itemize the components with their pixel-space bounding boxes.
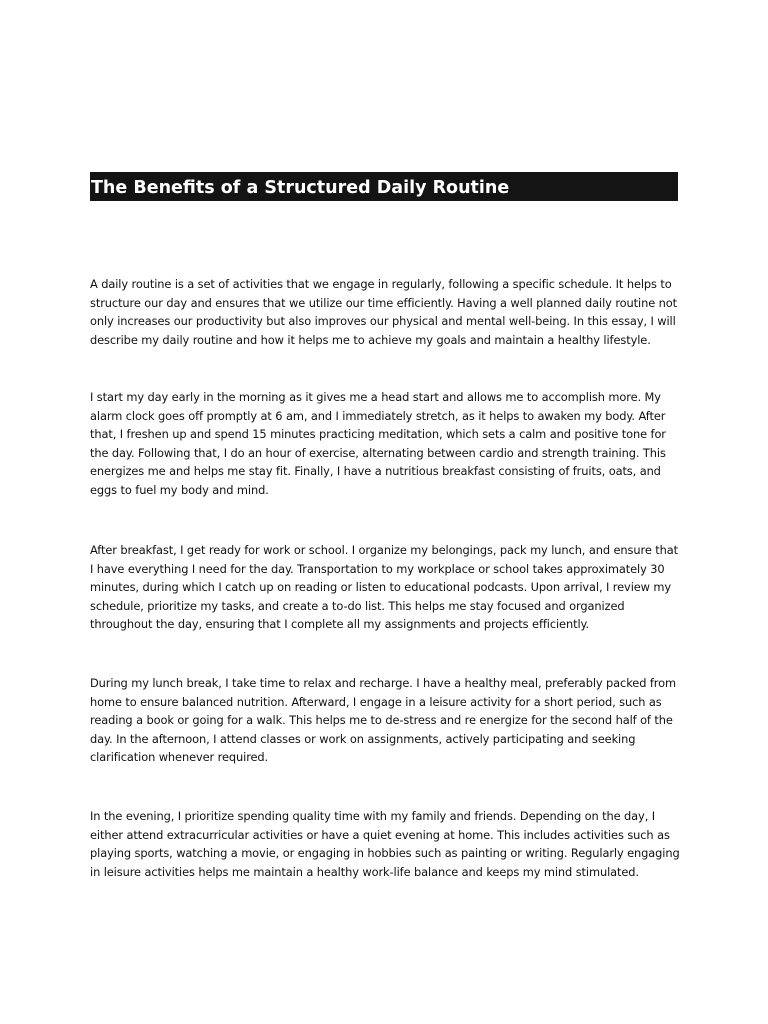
- document-title: The Benefits of a Structured Daily Routine: [91, 178, 510, 198]
- paragraph-evening: In the evening, I prioritize spending quality time with my family and friends. Depending on the day, I either attend extracurricular activities or have a quiet evening at home. This includes activities such as playing sports, watching a movie, or engaging in hobbies such as painting or writing. Regularly engaging in leisure activities helps me maintain a healthy work-life balance and keeps my mind stimulated.: [90, 809, 680, 879]
- paragraph-lunch-afternoon: During my lunch break, I take time to relax and recharge. I have a healthy meal, preferably packed from home to ensure balanced nutrition. Afterward, I engage in a leisure activity for a short period, such as reading a book or going for a walk. This helps me to de-stress and re energize for the second half of the day. In the afternoon, I attend classes or work on assignments, actively participating and seeking clarification whenever required.: [90, 676, 676, 765]
- paragraph-workday: After breakfast, I get ready for work or school. I organize my belongings, pack my lunch, and ensure that I have everything I need for the day. Transportation to my workplace or school takes approximately 30 minutes, during which I catch up on reading or listen to educational podcasts. Upon arrival, I review my schedule, prioritize my tasks, and create a to-do list. This helps me stay focused and organized throughout the day, ensuring that I complete all my assignments and projects efficiently.: [90, 543, 678, 632]
- paragraph-introduction: A daily routine is a set of activities that we engage in regularly, following a specific schedule. It helps to structure our day and ensures that we utilize our time efficiently. Having a well planned daily routine not only increases our productivity but also improves our physical and mental well-being. In this essay, I will describe my daily routine and how it helps me to achieve my goals and maintain a healthy lifestyle.: [90, 277, 677, 347]
- paragraph-morning: I start my day early in the morning as it gives me a head start and allows me to accomplish more. My alarm clock goes off promptly at 6 am, and I immediately stretch, as it helps to awaken my body. After that, I freshen up and spend 15 minutes practicing meditation, which sets a calm and positive tone for the day. Following that, I do an hour of exercise, alternating between cardio and strength training. This energizes me and helps me stay fit. Finally, I have a nutritious breakfast consisting of fruits, oats, and eggs to fuel my body and mind.: [90, 390, 666, 497]
- title-banner: [90, 172, 678, 201]
